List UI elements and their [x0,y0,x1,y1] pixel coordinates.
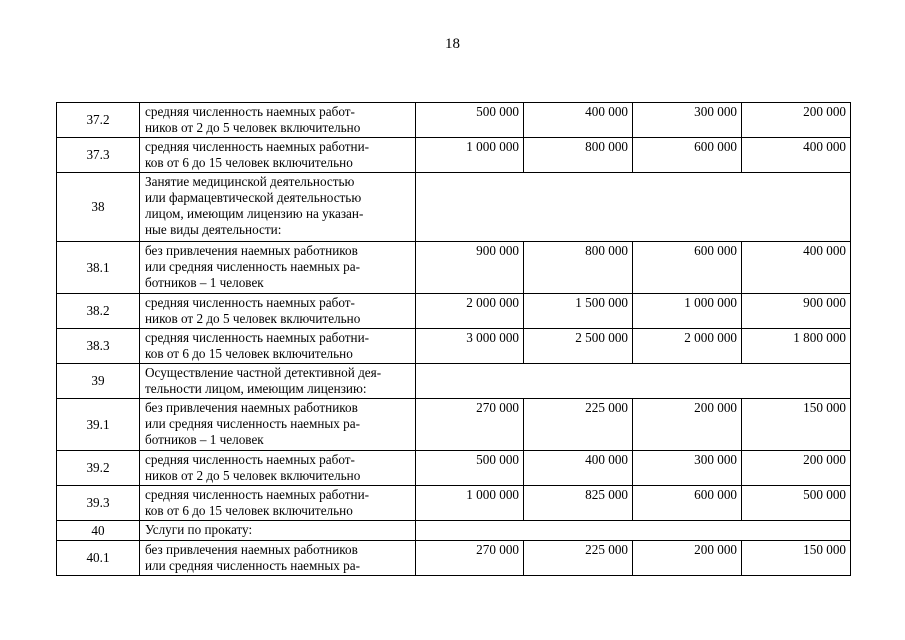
value-cell-2: 825 000 [524,486,633,521]
table-row [57,329,851,364]
value-cell-4: 400 000 [742,138,851,173]
value-cell-1: 270 000 [416,541,524,576]
row-description: средняя численность наемных работни- ков от 6 до 15 человек включительно [140,486,416,521]
row-description: средняя численность наемных работ- ников от 2 до 5 человек включительно [140,451,416,486]
value-cell-3: 200 000 [633,541,742,576]
table-row [57,451,851,486]
table-row [57,138,851,173]
value-cell-4: 200 000 [742,103,851,138]
row-description: средняя численность наемных работни- ков от 6 до 15 человек включительно [140,138,416,173]
empty-value-cell [416,364,851,399]
row-number: 39.1 [57,399,140,451]
value-cell-1: 2 000 000 [416,294,524,329]
value-cell-1: 1 000 000 [416,486,524,521]
value-cell-4: 150 000 [742,399,851,451]
table-row [57,399,851,451]
value-cell-4: 150 000 [742,541,851,576]
row-description: Услуги по прокату: [140,521,416,541]
value-cell-2: 225 000 [524,399,633,451]
table-row [57,242,851,294]
row-description: средняя численность наемных работ- ников от 2 до 5 человек включительно [140,103,416,138]
row-description: средняя численность наемных работ- ников от 2 до 5 человек включительно [140,294,416,329]
value-cell-1: 3 000 000 [416,329,524,364]
empty-value-cell [416,521,851,541]
value-cell-1: 500 000 [416,451,524,486]
row-number: 38 [57,173,140,242]
table-row [57,103,851,138]
value-cell-1: 900 000 [416,242,524,294]
table-row [57,521,851,541]
value-cell-2: 1 500 000 [524,294,633,329]
row-description: Осуществление частной детективной дея- тельности лицом, имеющим лицензию: [140,364,416,399]
value-cell-3: 200 000 [633,399,742,451]
empty-value-cell [416,173,851,242]
row-description: средняя численность наемных работни- ков от 6 до 15 человек включительно [140,329,416,364]
row-number: 37.2 [57,103,140,138]
table-row [57,364,851,399]
value-cell-4: 200 000 [742,451,851,486]
row-number: 38.2 [57,294,140,329]
value-cell-2: 400 000 [524,451,633,486]
row-number: 38.3 [57,329,140,364]
row-number: 39.3 [57,486,140,521]
row-number: 39.2 [57,451,140,486]
page-number: 18 [445,36,460,52]
value-cell-2: 2 500 000 [524,329,633,364]
value-cell-2: 225 000 [524,541,633,576]
row-description: без привлечения наемных работников или средняя численность наемных ра- ботников – 1 человек [140,242,416,294]
row-description: без привлечения наемных работников или средняя численность наемных ра- ботников – 1 человек [140,399,416,451]
table-row [57,541,851,576]
value-cell-2: 800 000 [524,138,633,173]
table-body [57,103,851,576]
value-cell-4: 1 800 000 [742,329,851,364]
value-cell-3: 300 000 [633,451,742,486]
value-cell-3: 600 000 [633,486,742,521]
value-cell-3: 1 000 000 [633,294,742,329]
value-cell-1: 500 000 [416,103,524,138]
value-cell-3: 300 000 [633,103,742,138]
row-number: 37.3 [57,138,140,173]
row-number: 40 [57,521,140,541]
table-row [57,486,851,521]
row-number: 39 [57,364,140,399]
value-cell-1: 270 000 [416,399,524,451]
value-cell-3: 600 000 [633,138,742,173]
row-description: Занятие медицинской деятельностью или фармацевтической деятельностью лицом, имеющим лицензию на указан- ные виды деятельности: [140,173,416,242]
tax-rate-table [56,102,851,576]
value-cell-3: 600 000 [633,242,742,294]
value-cell-4: 900 000 [742,294,851,329]
table-row [57,294,851,329]
row-number: 40.1 [57,541,140,576]
table-row [57,173,851,242]
value-cell-3: 2 000 000 [633,329,742,364]
value-cell-2: 800 000 [524,242,633,294]
value-cell-2: 400 000 [524,103,633,138]
value-cell-1: 1 000 000 [416,138,524,173]
value-cell-4: 400 000 [742,242,851,294]
row-number: 38.1 [57,242,140,294]
row-description: без привлечения наемных работников или средняя численность наемных ра- [140,541,416,576]
value-cell-4: 500 000 [742,486,851,521]
